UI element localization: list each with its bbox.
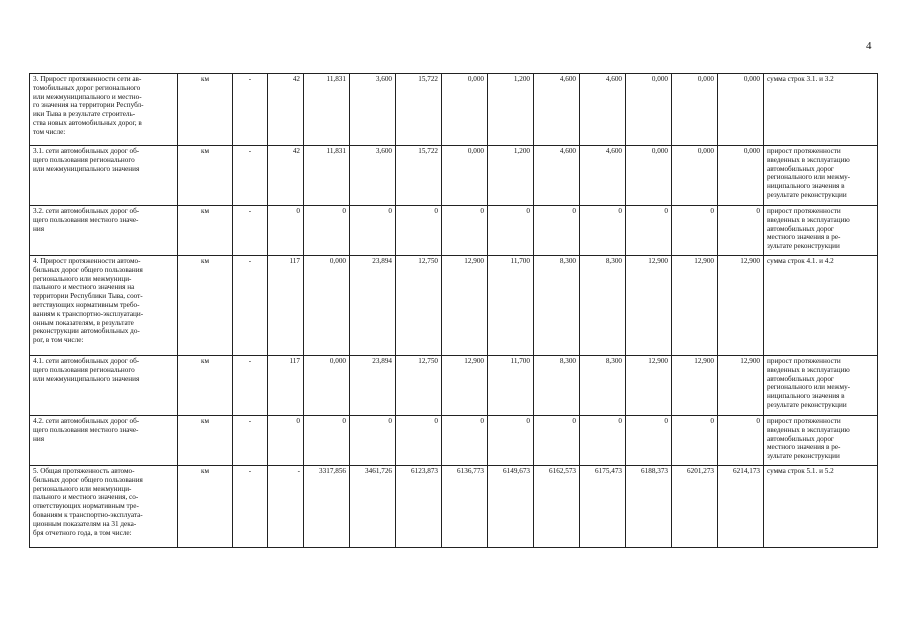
unit-cell: км xyxy=(178,256,233,356)
value-cell: 23,894 xyxy=(350,356,396,416)
value-cell: 0 xyxy=(626,206,672,256)
value-cell: 0,000 xyxy=(442,146,488,206)
value-cell: 6175,473 xyxy=(580,466,626,548)
value-cell: 12,900 xyxy=(718,256,764,356)
value-cell: 11,831 xyxy=(304,146,350,206)
value-cell: 12,900 xyxy=(626,356,672,416)
value-cell: 12,900 xyxy=(442,256,488,356)
unit-cell: км xyxy=(178,466,233,548)
unit-cell: км xyxy=(178,74,233,146)
value-cell: 0 xyxy=(672,416,718,466)
note-cell: прирост протяженности введенных в эксплуатацию автомобильных дорог местного значения в ре- зультате реконструкции xyxy=(764,206,878,256)
table-row xyxy=(30,256,878,356)
value-cell: 4,600 xyxy=(580,74,626,146)
value-cell: 0 xyxy=(626,416,672,466)
note-cell: сумма строк 5.1. и 5.2 xyxy=(764,466,878,548)
value-cell: 0 xyxy=(350,206,396,256)
value-cell: 0 xyxy=(268,416,304,466)
value-cell: 0 xyxy=(442,416,488,466)
value-cell: 0,000 xyxy=(626,146,672,206)
value-cell: 11,700 xyxy=(488,356,534,416)
value-cell: 0 xyxy=(304,206,350,256)
value-cell: 3317,856 xyxy=(304,466,350,548)
unit-cell: км xyxy=(178,356,233,416)
value-cell: 11,831 xyxy=(304,74,350,146)
value-cell: 0 xyxy=(304,416,350,466)
note-cell: сумма строк 4.1. и 4.2 xyxy=(764,256,878,356)
value-cell: 0 xyxy=(718,416,764,466)
value-cell: 12,900 xyxy=(672,356,718,416)
value-cell: 1,200 xyxy=(488,74,534,146)
base-cell: - xyxy=(233,356,268,416)
table-row xyxy=(30,416,878,466)
note-cell: сумма строк 3.1. и 3.2 xyxy=(764,74,878,146)
value-cell: 8,300 xyxy=(534,356,580,416)
value-cell: 0 xyxy=(396,206,442,256)
value-cell: 0,000 xyxy=(672,74,718,146)
base-cell: - xyxy=(233,256,268,356)
value-cell: 6149,673 xyxy=(488,466,534,548)
table-row xyxy=(30,74,878,146)
value-cell: 6123,873 xyxy=(396,466,442,548)
value-cell: 0 xyxy=(488,206,534,256)
value-cell: 0,000 xyxy=(718,146,764,206)
value-cell: 0 xyxy=(396,416,442,466)
value-cell: 0,000 xyxy=(626,74,672,146)
value-cell: 0 xyxy=(718,206,764,256)
value-cell: 11,700 xyxy=(488,256,534,356)
value-cell: 12,750 xyxy=(396,256,442,356)
value-cell: 117 xyxy=(268,356,304,416)
value-cell: 42 xyxy=(268,74,304,146)
unit-cell: км xyxy=(178,206,233,256)
value-cell: 4,600 xyxy=(580,146,626,206)
base-cell: - xyxy=(233,146,268,206)
value-cell: 3461,726 xyxy=(350,466,396,548)
value-cell: 1,200 xyxy=(488,146,534,206)
note-cell: прирост протяженности введенных в эксплуатацию автомобильных дорог регионального или межму- ниципального значения в результате реконструкции xyxy=(764,146,878,206)
value-cell: 0 xyxy=(534,416,580,466)
value-cell: 0,000 xyxy=(442,74,488,146)
indicators-table xyxy=(29,73,878,548)
value-cell: 23,894 xyxy=(350,256,396,356)
value-cell: 0 xyxy=(580,206,626,256)
note-cell: прирост протяженности введенных в эксплуатацию автомобильных дорог регионального или межму- ниципального значения в результате реконструкции xyxy=(764,356,878,416)
value-cell: 8,300 xyxy=(580,356,626,416)
base-cell: - xyxy=(233,416,268,466)
base-cell: - xyxy=(233,206,268,256)
value-cell: 0,000 xyxy=(304,256,350,356)
row-name: 3.2. сети автомобильных дорог об- щего пользования местного значе- ния xyxy=(30,206,178,256)
table-row xyxy=(30,356,878,416)
value-cell: 0,000 xyxy=(672,146,718,206)
row-name: 4. Прирост протяженности автомо- бильных дорог общего пользования регионального или межмуници- пального и местного значения на территории Республики Тыва, соот- ветствующих нормативным требо- ваниям к транспортно-эксплуатаци- онным показателям, в результате реконструкции автомобильных до- рог, в том числе: xyxy=(30,256,178,356)
value-cell: 8,300 xyxy=(580,256,626,356)
value-cell: 6162,573 xyxy=(534,466,580,548)
value-cell: 0 xyxy=(488,416,534,466)
value-cell: 6201,273 xyxy=(672,466,718,548)
row-name: 3.1. сети автомобильных дорог об- щего пользования регионального или межмуниципального значения xyxy=(30,146,178,206)
page-number: 4 xyxy=(866,40,872,52)
value-cell: 12,750 xyxy=(396,356,442,416)
value-cell: 42 xyxy=(268,146,304,206)
value-cell: 12,900 xyxy=(718,356,764,416)
row-name: 4.1. сети автомобильных дорог об- щего пользования регионального или межмуниципального значения xyxy=(30,356,178,416)
value-cell: 117 xyxy=(268,256,304,356)
value-cell: 3,600 xyxy=(350,146,396,206)
value-cell: 0 xyxy=(534,206,580,256)
value-cell: 6136,773 xyxy=(442,466,488,548)
value-cell: 4,600 xyxy=(534,74,580,146)
row-name: 4.2. сети автомобильных дорог об- щего пользования местного значе- ния xyxy=(30,416,178,466)
value-cell: 0,000 xyxy=(718,74,764,146)
value-cell: 0 xyxy=(580,416,626,466)
value-cell: 0 xyxy=(442,206,488,256)
value-cell: 6188,373 xyxy=(626,466,672,548)
value-cell: 15,722 xyxy=(396,146,442,206)
table-row xyxy=(30,466,878,548)
row-name: 3. Прирост протяженности сети ав- томобильных дорог регионального или межмуниципального и местно- го значения на территории Республ- ики Тыва в результате строитель- ства новых автомобильных дорог, в том числе: xyxy=(30,74,178,146)
value-cell: 12,900 xyxy=(672,256,718,356)
note-cell: прирост протяженности введенных в эксплуатацию автомобильных дорог местного значения в ре- зультате реконструкции xyxy=(764,416,878,466)
value-cell: 0 xyxy=(350,416,396,466)
value-cell: 15,722 xyxy=(396,74,442,146)
value-cell: - xyxy=(268,466,304,548)
value-cell: 6214,173 xyxy=(718,466,764,548)
unit-cell: км xyxy=(178,146,233,206)
base-cell: - xyxy=(233,466,268,548)
base-cell: - xyxy=(233,74,268,146)
unit-cell: км xyxy=(178,416,233,466)
value-cell: 4,600 xyxy=(534,146,580,206)
value-cell: 8,300 xyxy=(534,256,580,356)
value-cell: 0 xyxy=(268,206,304,256)
value-cell: 3,600 xyxy=(350,74,396,146)
table-row xyxy=(30,206,878,256)
value-cell: 12,900 xyxy=(442,356,488,416)
table-row xyxy=(30,146,878,206)
value-cell: 0,000 xyxy=(304,356,350,416)
value-cell: 12,900 xyxy=(626,256,672,356)
value-cell: 0 xyxy=(672,206,718,256)
row-name: 5. Общая протяженность автомо- бильных дорог общего пользования регионального или межмуници- пального и местного значения, со- ответствующих нормативным тре- бованиям к транспортно-эксплуата- ционным показателям на 31 дека- бря отчетного года, в том числе: xyxy=(30,466,178,548)
